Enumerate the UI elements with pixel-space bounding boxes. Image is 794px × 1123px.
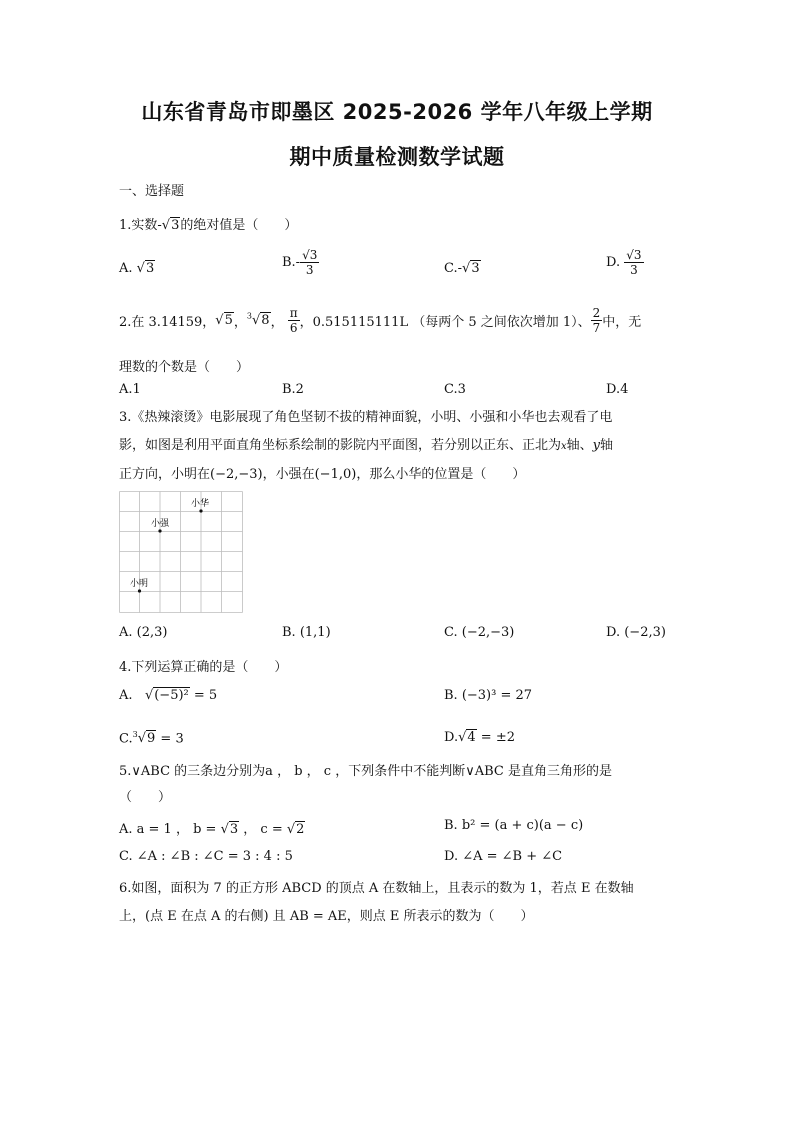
question-1-option-c: C.-√3: [444, 261, 480, 276]
question-4-option-d: D.√4 = ±2: [444, 730, 515, 745]
cinema-grid-figure: [119, 491, 243, 613]
xiaoqiang-label: 小强: [151, 519, 170, 529]
question-2-option-c: C.3: [444, 382, 466, 397]
question-3-option-c: C. (−2,−3): [444, 625, 515, 640]
section-heading: 一、选择题: [119, 184, 185, 199]
question-3-option-b: B. (1,1): [282, 625, 331, 640]
question-3-stem-line-1: 3.《热辣滚烫》电影展现了角色坚韧不拔的精神面貌，小明、小强和小华也去观看了电: [119, 410, 613, 425]
xiaohua-point: [199, 509, 202, 512]
question-4-option-c: C.$^3$√9 = 3: [119, 730, 184, 747]
question-1-stem: 1.实数-√3的绝对值是（ ）: [119, 218, 298, 233]
question-3-option-d: D. (−2,3): [606, 625, 666, 640]
question-6-stem-line-1: 6.如图，面积为 7 的正方形 ABCD 的顶点 A 在数轴上，且表示的数为 1，若点 E 在数轴: [119, 881, 634, 896]
question-3-option-a: A. (2,3): [119, 625, 168, 640]
question-5-stem-line-1: 5.∨ABC 的三条边分别为a ， b ， c ，下列条件中不能判断∨ABC 是直角三角形的是: [119, 764, 612, 779]
question-2-stem-line-1: 2.在 3.14159，√5，$^3$√8， $\frac{\pi}{6}$ ，0.515115111L （每两个 5 之间依次增加 1）、 $\frac{2}{7}$ 中，无: [119, 306, 642, 335]
sqrt-symbol: √3: [161, 218, 180, 233]
question-2-option-a: A.1: [119, 382, 141, 397]
title-line-1: 山东省青岛市即墨区 2025-2026 学年八年级上学期: [141, 100, 653, 124]
question-5-option-c: C. ∠A : ∠B : ∠C = 3 : 4 : 5: [119, 849, 293, 864]
question-5-option-a: A. a = 1 ， b = √3 ， c = √2: [119, 822, 305, 837]
question-4-option-a: A. √(−5)² = 5: [119, 688, 218, 703]
question-4-stem: 4.下列运算正确的是（ ）: [119, 660, 288, 675]
xiaoqiang-point: [158, 529, 161, 532]
question-5-option-b: B. b² = (a + c)(a − c): [444, 818, 584, 833]
question-1-option-b: B.- $\frac{√3}{3}$: [282, 248, 318, 277]
question-2-stem-line-2: 理数的个数是（ ）: [119, 360, 250, 375]
question-1-option-d: D. $\frac{√3}{3}$: [606, 248, 642, 277]
question-5-option-d: D. ∠A = ∠B + ∠C: [444, 849, 563, 864]
question-6-stem-line-2: 上，(点 E 在点 A 的右侧) 且 AB = AE，则点 E 所表示的数为（ ）: [119, 909, 534, 924]
question-2-option-b: B.2: [282, 382, 304, 397]
question-3-stem-line-3: 正方向，小明在(−2,−3)，小强在(−1,0)，那么小华的位置是（ ）: [119, 467, 526, 482]
title-line-2: 期中质量检测数学试题: [289, 145, 505, 169]
xiaohua-label: 小华: [191, 499, 210, 509]
xiaoming-point: [138, 589, 141, 592]
question-1-option-a: A. √3: [119, 261, 155, 276]
grid-lines: [120, 492, 243, 613]
question-3-stem-line-2: 影，如图是利用平面直角坐标系绘制的影院内平面图，若分别以正东、正北为x轴、y轴: [119, 438, 614, 453]
question-5-stem-line-2: （ ）: [119, 790, 172, 805]
xiaoming-label: 小明: [130, 579, 149, 589]
question-4-option-b: B. (−3)³ = 27: [444, 688, 533, 703]
question-2-option-d: D.4: [606, 382, 629, 397]
